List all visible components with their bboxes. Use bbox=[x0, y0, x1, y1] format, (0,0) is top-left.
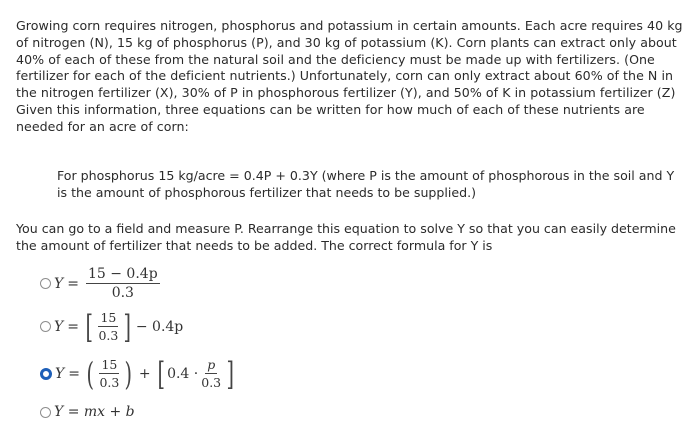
intro-paragraph: Growing corn requires nitrogen, phosphorus and potassium in certain amounts. Each acre requires 40 kg of nitrogen (N), 15 kg of phosphorus (P), and 30 kg of potassium (K). Corn plants can extract only about 40% of each of these from the natural soil and the deficiency must be made up with fertilizers. (One fertilizer for each of the deficient nutrients.) Unfortunately, corn can only extract about 60% of the N in the nitrogen fertilizer (X), 30% of P in phosphorous fertilizer (Y), and 50% of K in potassium fertilizer (Z) Given this information, three equations can be written for how much of each of these nutrients are needed for an acre of corn: bbox=[16, 18, 683, 134]
plus-sign: + bbox=[138, 365, 151, 382]
equals-sign: = bbox=[67, 275, 79, 292]
close-bracket: ] bbox=[226, 354, 235, 393]
open-bracket: [ bbox=[85, 307, 93, 346]
equals-sign: = bbox=[67, 318, 79, 335]
formula-lhs: Y bbox=[54, 318, 64, 335]
coefficient: 0.4 · bbox=[167, 365, 199, 382]
answer-option-c[interactable] bbox=[40, 354, 237, 393]
fraction bbox=[99, 357, 119, 390]
close-paren: ) bbox=[124, 354, 133, 393]
close-bracket: ] bbox=[123, 307, 132, 346]
fraction-p bbox=[201, 357, 221, 390]
fraction bbox=[86, 266, 160, 301]
denominator: 0.3 bbox=[99, 375, 120, 390]
denominator: 0.3 bbox=[98, 328, 119, 343]
formula-option-d bbox=[54, 404, 135, 420]
answer-option-b[interactable] bbox=[40, 307, 187, 346]
answer-option-a[interactable] bbox=[40, 266, 163, 301]
formula-remainder: − 0.4p bbox=[135, 318, 184, 335]
fraction bbox=[98, 310, 118, 343]
formula-expression: Y = mx + b bbox=[54, 404, 135, 420]
open-paren: ( bbox=[86, 354, 94, 393]
radio-button-option-d[interactable] bbox=[40, 407, 51, 418]
open-bracket: [ bbox=[157, 354, 165, 393]
denominator: 0.3 bbox=[201, 375, 222, 390]
instruction-paragraph: You can go to a field and measure P. Rearrange this equation to solve Y so that you can easily determine the amount of fertilizer that needs to be added. The correct formula for Y is bbox=[16, 221, 676, 253]
radio-button-option-c-selected[interactable] bbox=[40, 368, 52, 380]
formula-lhs: Y bbox=[54, 275, 64, 292]
answer-option-d[interactable] bbox=[40, 404, 135, 420]
radio-button-option-a[interactable] bbox=[40, 278, 51, 289]
phosphorus-example: For phosphorus 15 kg/acre = 0.4P + 0.3Y (where P is the amount of phosphorous in the soil and Y is the amount of phosphorous fertilizer that needs to be supplied.) bbox=[57, 168, 675, 200]
equals-sign: = bbox=[68, 365, 80, 382]
numerator: p bbox=[207, 357, 216, 372]
radio-button-option-b[interactable] bbox=[40, 321, 51, 332]
numerator: 15 bbox=[100, 310, 117, 325]
formula-option-a bbox=[54, 266, 163, 301]
formula-option-b bbox=[54, 307, 187, 346]
denominator: 0.3 bbox=[111, 285, 134, 301]
numerator: 15 bbox=[101, 357, 118, 372]
formula-option-c bbox=[55, 354, 237, 393]
formula-lhs: Y bbox=[55, 365, 65, 382]
numerator: 15 − 0.4p bbox=[87, 266, 158, 282]
